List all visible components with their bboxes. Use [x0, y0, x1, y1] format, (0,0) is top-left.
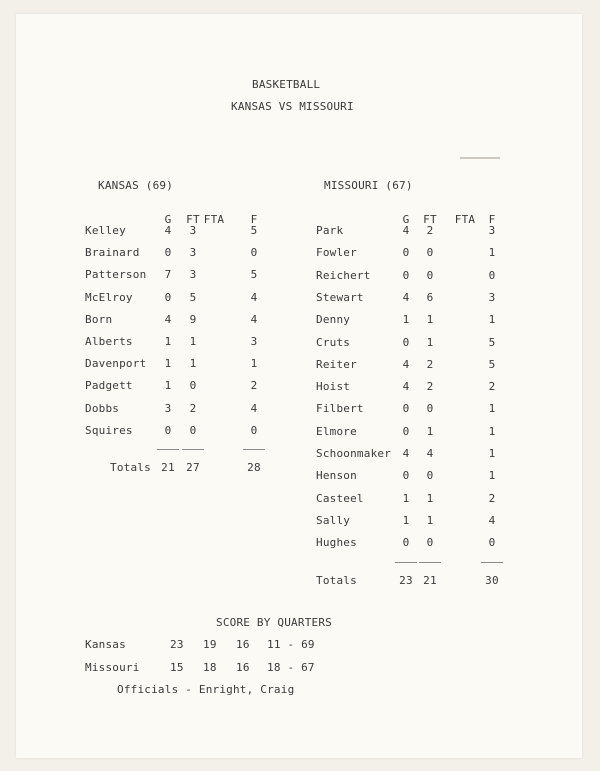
kansas-player-name: Born — [85, 312, 113, 326]
missouri-totals-rule — [481, 562, 503, 563]
score-by-quarters-heading: SCORE BY QUARTERS — [216, 616, 332, 629]
quarters-q2: 19 — [203, 638, 217, 651]
officials-line: Officials - Enright, Craig — [117, 683, 295, 696]
missouri-player-free-throws: 1 — [426, 335, 434, 349]
missouri-player-goals: 0 — [402, 424, 410, 438]
missouri-player-name: Schoonmaker — [316, 447, 392, 460]
missouri-player-fouls: 0 — [488, 536, 496, 550]
kansas-player-fouls: 5 — [250, 224, 258, 237]
missouri-player-name: Fowler — [316, 246, 357, 260]
kansas-total-goals: 21 — [161, 461, 175, 474]
kansas-player-goals: 1 — [164, 379, 172, 393]
quarters-q1: 15 — [170, 661, 184, 674]
quarters-q3: 16 — [236, 661, 250, 674]
missouri-player-goals: 0 — [402, 469, 410, 483]
missouri-player-name: Casteel — [316, 491, 364, 505]
missouri-player-free-throws: 2 — [426, 357, 434, 371]
missouri-player-free-throws: 1 — [426, 491, 434, 505]
kansas-player-name: Patterson — [85, 268, 147, 282]
kansas-column-header: F — [250, 213, 258, 226]
kansas-player-goals: 7 — [164, 268, 172, 282]
missouri-player-free-throws: 0 — [426, 268, 434, 282]
kansas-player-name: Kelley — [85, 224, 126, 237]
missouri-player-fouls: 1 — [488, 313, 496, 327]
missouri-player-free-throws: 1 — [426, 513, 434, 527]
quarters-team-name: Missouri — [85, 661, 140, 674]
missouri-player-goals: 0 — [402, 335, 410, 349]
missouri-player-name: Reiter — [316, 357, 357, 371]
kansas-total-free-throws: 27 — [186, 461, 200, 474]
kansas-column-header: G — [164, 213, 172, 226]
kansas-player-name: Padgett — [85, 379, 133, 393]
missouri-player-free-throws: 0 — [426, 469, 434, 483]
missouri-player-fouls: 1 — [488, 447, 496, 460]
kansas-player-fouls: 4 — [250, 401, 258, 415]
missouri-player-name: Filbert — [316, 402, 364, 416]
missouri-totals-rule — [419, 562, 441, 563]
missouri-player-fouls: 2 — [488, 491, 496, 505]
missouri-player-name: Sally — [316, 513, 351, 527]
missouri-player-name: Henson — [316, 469, 357, 483]
kansas-player-free-throws: 0 — [189, 379, 197, 393]
kansas-player-free-throws: 3 — [189, 224, 197, 237]
missouri-player-fouls: 5 — [488, 357, 496, 371]
missouri-player-goals: 0 — [402, 268, 410, 282]
paper-mark — [460, 157, 500, 159]
missouri-player-fouls: 2 — [488, 380, 496, 394]
kansas-player-free-throws: 1 — [189, 335, 197, 348]
quarters-q2: 18 — [203, 661, 217, 674]
missouri-totals-label: Totals — [316, 573, 357, 587]
kansas-player-free-throws: 9 — [189, 312, 197, 326]
missouri-player-free-throws: 2 — [426, 224, 434, 237]
missouri-player-fouls: 4 — [488, 513, 496, 527]
missouri-column-header: G — [402, 213, 410, 226]
quarters-q3: 16 — [236, 638, 250, 651]
missouri-player-fouls: 3 — [488, 290, 496, 304]
kansas-player-goals: 0 — [164, 290, 172, 304]
missouri-column-header: FT — [423, 213, 437, 226]
kansas-player-fouls: 5 — [250, 268, 258, 282]
missouri-player-free-throws: 6 — [426, 290, 434, 304]
kansas-total-fouls: 28 — [247, 461, 261, 474]
missouri-player-name: Reichert — [316, 268, 371, 282]
missouri-player-name: Park — [316, 224, 344, 237]
missouri-player-free-throws: 1 — [426, 313, 434, 327]
kansas-player-goals: 1 — [164, 335, 172, 348]
missouri-player-fouls: 1 — [488, 402, 496, 416]
missouri-player-fouls: 1 — [488, 424, 496, 438]
missouri-player-goals: 1 — [402, 313, 410, 327]
kansas-totals-rule — [182, 449, 204, 450]
missouri-player-fouls: 0 — [488, 268, 496, 282]
missouri-column-header: F — [488, 213, 496, 226]
kansas-player-free-throws: 1 — [189, 357, 197, 371]
kansas-player-fouls: 1 — [250, 357, 258, 371]
missouri-total-free-throws: 21 — [423, 573, 437, 587]
quarters-q4-final: 18 - 67 — [267, 661, 315, 674]
missouri-player-free-throws: 1 — [426, 424, 434, 438]
kansas-player-name: Squires — [85, 423, 133, 437]
missouri-player-name: Hoist — [316, 380, 351, 394]
missouri-player-fouls: 1 — [488, 246, 496, 260]
missouri-player-goals: 0 — [402, 402, 410, 416]
missouri-player-goals: 4 — [402, 357, 410, 371]
missouri-player-fouls: 1 — [488, 469, 496, 483]
kansas-player-free-throws: 3 — [189, 246, 197, 260]
missouri-player-free-throws: 2 — [426, 380, 434, 394]
missouri-player-free-throws: 0 — [426, 246, 434, 260]
kansas-player-fouls: 4 — [250, 290, 258, 304]
kansas-player-fouls: 4 — [250, 312, 258, 326]
kansas-player-goals: 4 — [164, 312, 172, 326]
missouri-player-goals: 1 — [402, 491, 410, 505]
kansas-player-free-throws: 2 — [189, 401, 197, 415]
quarters-team-name: Kansas — [85, 638, 126, 651]
kansas-player-free-throws: 3 — [189, 268, 197, 282]
kansas-player-fouls: 3 — [250, 335, 258, 348]
kansas-player-free-throws: 0 — [189, 423, 197, 437]
kansas-player-goals: 4 — [164, 224, 172, 237]
kansas-player-free-throws: 5 — [189, 290, 197, 304]
kansas-player-name: Davenport — [85, 357, 147, 371]
kansas-totals-rule — [243, 449, 265, 450]
quarters-q4-final: 11 - 69 — [267, 638, 315, 651]
missouri-player-free-throws: 4 — [426, 447, 434, 460]
missouri-player-free-throws: 0 — [426, 536, 434, 550]
quarters-q1: 23 — [170, 638, 184, 651]
document-subtitle: KANSAS VS MISSOURI — [231, 100, 354, 113]
missouri-player-name: Hughes — [316, 536, 357, 550]
kansas-player-fouls: 0 — [250, 423, 258, 437]
kansas-player-goals: 0 — [164, 246, 172, 260]
missouri-player-goals: 0 — [402, 246, 410, 260]
kansas-totals-label: Totals — [110, 461, 151, 474]
missouri-player-goals: 4 — [402, 290, 410, 304]
missouri-total-goals: 23 — [399, 573, 413, 587]
missouri-header: MISSOURI (67) — [324, 179, 413, 192]
document-title: BASKETBALL — [252, 78, 321, 91]
missouri-totals-rule — [395, 562, 417, 563]
kansas-header: KANSAS (69) — [98, 179, 174, 192]
kansas-player-name: Brainard — [85, 246, 140, 260]
missouri-player-name: Cruts — [316, 335, 351, 349]
missouri-player-goals: 4 — [402, 447, 410, 460]
missouri-player-name: Stewart — [316, 290, 364, 304]
kansas-player-fouls: 0 — [250, 246, 258, 260]
missouri-player-fouls: 5 — [488, 335, 496, 349]
kansas-totals-rule — [157, 449, 179, 450]
kansas-player-name: McElroy — [85, 290, 133, 304]
missouri-player-free-throws: 0 — [426, 402, 434, 416]
kansas-player-goals: 3 — [164, 401, 172, 415]
missouri-column-header: FTA — [454, 213, 476, 226]
kansas-player-goals: 0 — [164, 423, 172, 437]
kansas-player-goals: 1 — [164, 357, 172, 371]
missouri-player-fouls: 3 — [488, 224, 496, 237]
missouri-player-goals: 4 — [402, 380, 410, 394]
missouri-player-name: Elmore — [316, 424, 357, 438]
missouri-player-goals: 0 — [402, 536, 410, 550]
kansas-column-header: FTA — [203, 213, 225, 226]
missouri-player-name: Denny — [316, 313, 351, 327]
kansas-player-name: Alberts — [85, 335, 133, 348]
kansas-column-header: FT — [186, 213, 200, 226]
kansas-player-name: Dobbs — [85, 401, 120, 415]
missouri-player-goals: 4 — [402, 224, 410, 237]
missouri-total-fouls: 30 — [485, 573, 499, 587]
missouri-player-goals: 1 — [402, 513, 410, 527]
kansas-player-fouls: 2 — [250, 379, 258, 393]
